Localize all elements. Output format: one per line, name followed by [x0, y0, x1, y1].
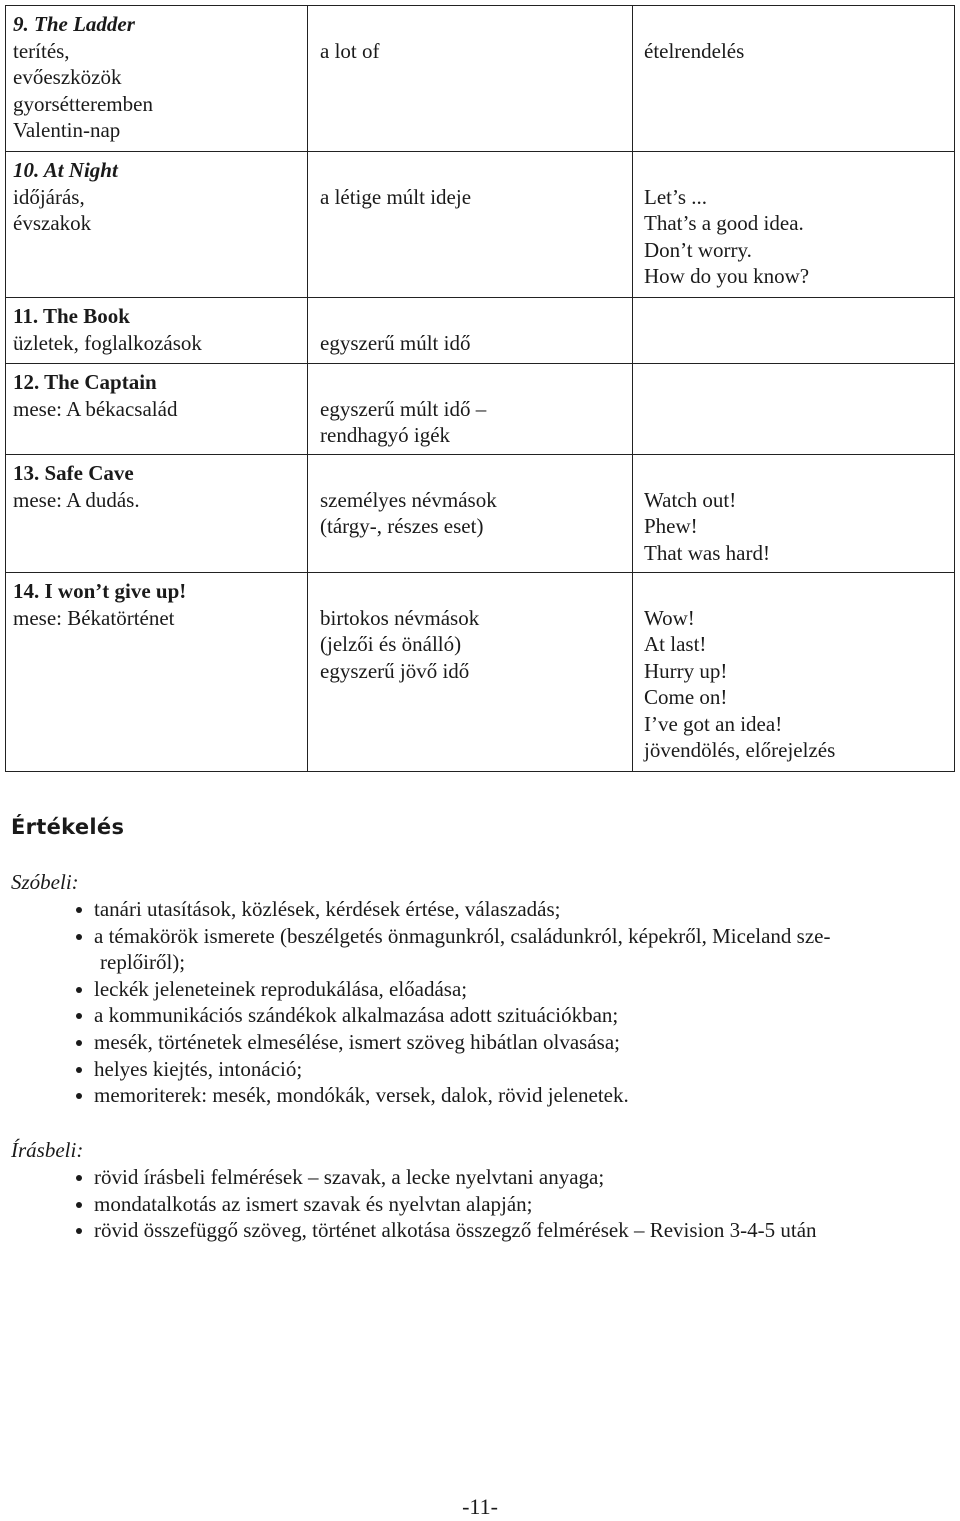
list-item-text: tanári utasítások, közlések, kérdések értése, válaszadás; — [94, 897, 561, 921]
list-item — [72, 1164, 942, 1191]
list-item — [72, 1002, 942, 1029]
grammar-spacer — [320, 369, 625, 396]
table-row — [6, 298, 955, 364]
function-spacer — [644, 460, 947, 487]
grammar-spacer — [320, 303, 625, 330]
grammar-spacer — [320, 460, 625, 487]
grammar-line: a létige múlt ideje — [320, 184, 472, 209]
list-item-text: rövid összefüggő szöveg, történet alkotása összegző felmérések – Revision 3-4-5 után — [94, 1218, 817, 1243]
topic-cell — [6, 364, 308, 455]
lesson-title: 9. The Ladder — [13, 12, 135, 36]
topic-line: gyorsétteremben — [13, 91, 153, 116]
topic-line: terítés, — [13, 38, 70, 63]
topic-line: evőeszközök — [13, 65, 122, 89]
function-line: jövendölés, előrejelzés — [644, 738, 836, 762]
list-item — [72, 1056, 942, 1083]
functions-cell — [633, 573, 955, 772]
function-line: At last! — [644, 632, 707, 656]
written-label: Írásbeli: — [11, 1138, 84, 1162]
list-item — [72, 896, 942, 923]
function-line: ételrendelés — [644, 38, 745, 63]
table-row — [6, 152, 955, 298]
function-line: Come on! — [644, 685, 728, 709]
grammar-spacer — [320, 578, 625, 605]
topic-line: mese: Békatörténet — [13, 605, 175, 630]
grammar-line: személyes névmások — [320, 487, 497, 512]
lesson-title: 10. At Night — [13, 158, 118, 182]
list-item-text: memoriterek: mesék, mondókák, versek, dalok, rövid jelenetek. — [94, 1083, 629, 1108]
list-item-text: a kommunikációs szándékok alkalmazása adott szituációkban; — [94, 1003, 619, 1028]
lesson-title: 14. I won’t give up! — [13, 579, 187, 603]
functions-cell — [633, 298, 955, 364]
function-spacer — [644, 157, 947, 184]
list-item — [72, 923, 942, 976]
topic-line: időjárás, — [13, 184, 85, 209]
list-item — [72, 976, 942, 1003]
list-item — [72, 1217, 942, 1244]
topic-line: évszakok — [13, 211, 92, 235]
table-row — [6, 364, 955, 455]
topic-cell — [6, 152, 308, 298]
list-item — [72, 1082, 942, 1109]
grammar-cell — [308, 364, 633, 455]
function-line: Phew! — [644, 514, 698, 538]
list-item-text: mesék, történetek elmesélése, ismert szöveg hibátlan olvasása; — [94, 1029, 620, 1054]
grammar-spacer — [320, 157, 625, 184]
functions-cell — [633, 364, 955, 455]
table-row — [6, 573, 955, 772]
grammar-cell — [308, 152, 633, 298]
grammar-cell — [308, 298, 633, 364]
function-line: I’ve got an idea! — [644, 711, 783, 736]
function-spacer — [644, 578, 947, 605]
grammar-cell — [308, 6, 633, 152]
grammar-cell — [308, 573, 633, 772]
curriculum-table — [5, 5, 955, 772]
topic-cell — [6, 455, 308, 573]
function-line: Hurry up! — [644, 658, 728, 683]
list-item — [72, 1191, 942, 1218]
topic-line: üzletek, foglalkozások — [13, 330, 202, 355]
list-item-text: mondatalkotás az ismert szavak és nyelvtan alapján; — [94, 1191, 533, 1216]
topic-line: mese: A békacsalád — [13, 396, 178, 421]
grammar-line: rendhagyó igék — [320, 423, 451, 447]
grammar-line: egyszerű jövő idő — [320, 658, 470, 683]
table-row — [6, 6, 955, 152]
function-line: That’s a good idea. — [644, 211, 804, 235]
list-item-continuation: replőiről); — [100, 950, 186, 975]
written-list — [72, 1164, 942, 1244]
function-line: Let’s ... — [644, 184, 707, 209]
topic-cell — [6, 573, 308, 772]
grammar-line: egyszerű múlt idő — [320, 330, 471, 355]
oral-label: Szóbeli: — [11, 870, 79, 894]
topic-cell — [6, 298, 308, 364]
lesson-title: 13. Safe Cave — [13, 461, 134, 485]
list-item-text: rövid írásbeli felmérések – szavak, a lecke nyelvtani anyaga; — [94, 1165, 605, 1189]
lesson-title: 12. The Captain — [13, 370, 157, 394]
lesson-title: 11. The Book — [13, 304, 130, 328]
functions-cell — [633, 455, 955, 573]
page-number: -11- — [462, 1494, 498, 1519]
function-line: Don’t worry. — [644, 237, 752, 262]
functions-cell — [633, 6, 955, 152]
topic-line: mese: A dudás. — [13, 487, 140, 512]
topic-line: Valentin-nap — [13, 118, 121, 142]
list-item-text: leckék jeleneteinek reprodukálása, előadása; — [94, 976, 468, 1001]
function-line: How do you know? — [644, 264, 810, 288]
function-line: Wow! — [644, 605, 695, 630]
list-item-text: helyes kiejtés, intonáció; — [94, 1056, 303, 1081]
grammar-cell — [308, 455, 633, 573]
list-item — [72, 1029, 942, 1056]
grammar-line: (tárgy-, részes eset) — [320, 514, 484, 538]
grammar-line: (jelzői és önálló) — [320, 632, 462, 656]
list-item-text: a témakörök ismerete (beszélgetés önmagunkról, családunkról, képekről, Miceland sze- — [94, 923, 831, 948]
oral-list — [72, 896, 942, 1109]
function-line: Watch out! — [644, 487, 737, 512]
function-line: That was hard! — [644, 540, 770, 565]
functions-cell — [633, 152, 955, 298]
table-row — [6, 455, 955, 573]
grammar-line: a lot of — [320, 38, 380, 63]
grammar-line: egyszerű múlt idő – — [320, 396, 487, 421]
topic-cell — [6, 6, 308, 152]
evaluation-heading: Értékelés — [11, 815, 125, 839]
grammar-line: birtokos névmások — [320, 605, 480, 630]
